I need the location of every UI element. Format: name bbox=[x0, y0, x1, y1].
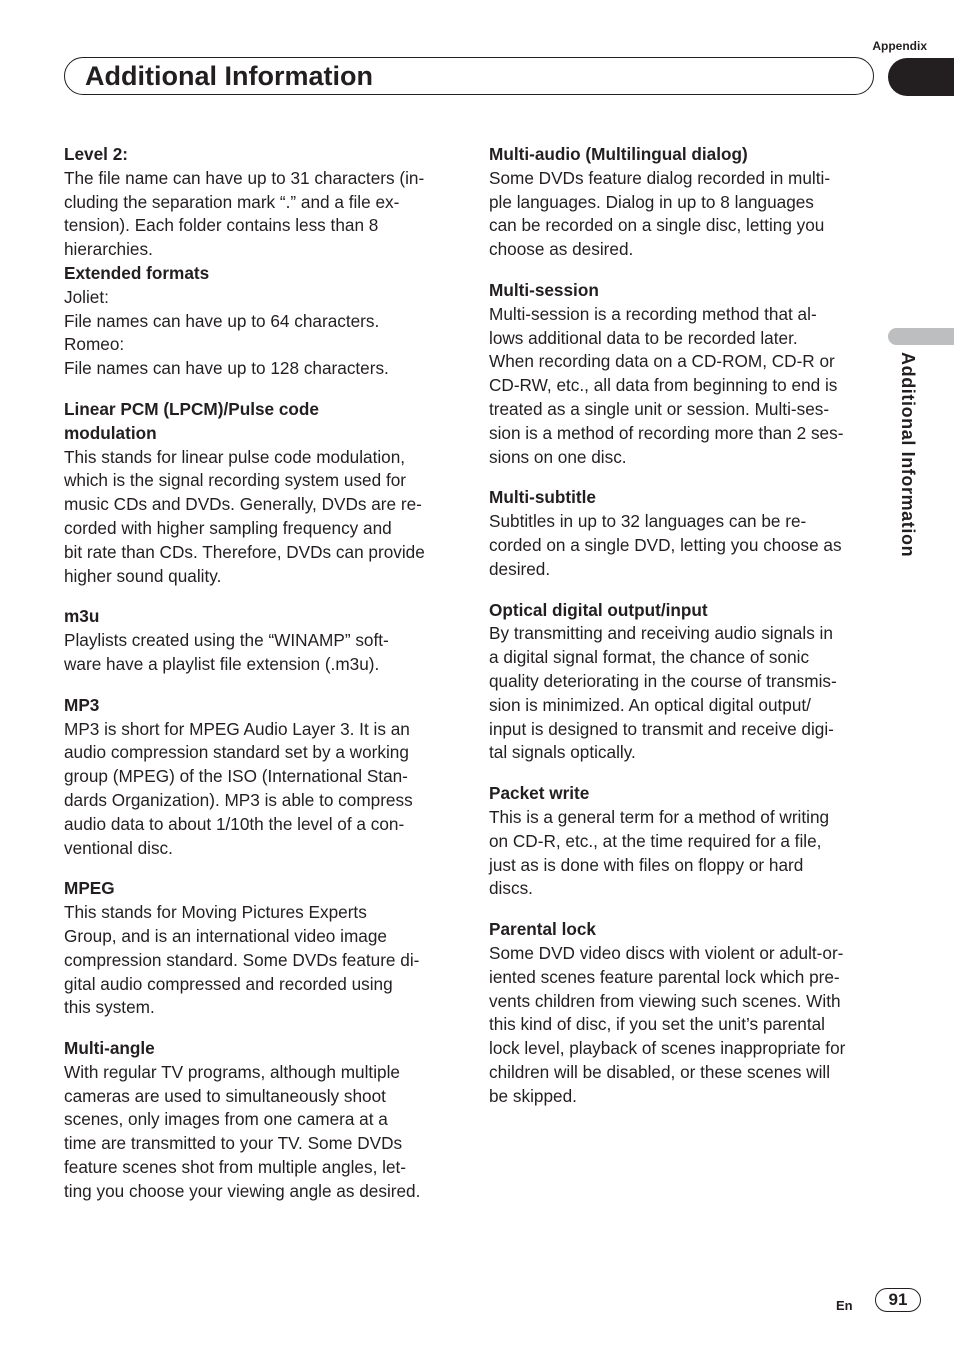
glossary-body: This stands for Moving Pictures Experts Group, and is an international video image compression standard. Some DVDs feature di- gital audio compressed and recorded using this system. bbox=[64, 902, 420, 1018]
glossary-body: This is a general term for a method of writing on CD-R, etc., at the time required for a file, just as is done with files on floppy or hard discs. bbox=[489, 806, 830, 899]
glossary-entry bbox=[489, 918, 881, 1108]
glossary-term: MPEG bbox=[64, 878, 115, 899]
glossary-term: Linear PCM (LPCM)/Pulse code modulation bbox=[64, 398, 319, 443]
glossary-term: Multi-subtitle bbox=[489, 487, 596, 508]
right-column bbox=[489, 143, 881, 1125]
glossary-term: m3u bbox=[64, 606, 100, 627]
glossary-body: Some DVDs feature dialog recorded in multi- ple languages. Dialog in up to 8 languages can be recorded on a single disc, letting you choose as desired. bbox=[489, 167, 831, 260]
glossary-entry bbox=[64, 262, 456, 381]
glossary-entry bbox=[489, 279, 881, 469]
side-section-label: Additional Information bbox=[898, 352, 918, 558]
glossary-term: MP3 bbox=[64, 694, 100, 715]
glossary-entry bbox=[64, 605, 456, 676]
glossary-body: This stands for linear pulse code modulation, which is the signal recording system used for music CDs and DVDs. Generally, DVDs are re- corded with higher sampling frequency and bit rate than CDs. Therefore, DVDs can provide higher sound quality. bbox=[64, 446, 425, 586]
glossary-body: Some DVD video discs with violent or adult-or- iented scenes feature parental lock which pre- vents children from viewing such scenes. With this kind of disc, if you set the unit’s parental lock level, playback of scenes inappropriate for children will be disabled, or these scenes will be skipped. bbox=[489, 942, 846, 1106]
glossary-entry bbox=[489, 486, 881, 581]
glossary-entry bbox=[64, 143, 456, 262]
glossary-entry bbox=[64, 877, 456, 1020]
glossary-body: MP3 is short for MPEG Audio Layer 3. It is an audio compression standard set by a working group (MPEG) of the ISO (International Stan- dards Organization). MP3 is able to compress audio data to about 1/10th the level of a con- ventional disc. bbox=[64, 718, 413, 858]
page-title: Additional Information bbox=[85, 61, 373, 91]
glossary-body: With regular TV programs, although multiple cameras are used to simultaneously shoot scenes, only images from one camera at a time are transmitted to your TV. Some DVDs feature scenes shot from multiple angles, let- ting you choose your viewing angle as desired. bbox=[64, 1061, 421, 1201]
glossary-term: Parental lock bbox=[489, 919, 596, 940]
section-tab-grey bbox=[888, 328, 954, 345]
glossary-term: Optical digital output/input bbox=[489, 599, 708, 620]
glossary-entry bbox=[64, 1037, 456, 1204]
glossary-body: Playlists created using the “WINAMP” soft- ware have a playlist file extension (.m3u). bbox=[64, 630, 389, 674]
glossary-entry bbox=[489, 782, 881, 901]
glossary-body: Joliet: File names can have up to 64 characters. Romeo: File names can have up to 128 characters. bbox=[64, 286, 389, 379]
glossary-term: Multi-audio (Multilingual dialog) bbox=[489, 144, 748, 164]
glossary-term: Level 2: bbox=[64, 144, 129, 164]
glossary-entry bbox=[64, 398, 456, 588]
glossary-entry bbox=[64, 694, 456, 861]
page-number: 91 bbox=[875, 1288, 921, 1312]
glossary-term: Multi-session bbox=[489, 279, 599, 300]
glossary-body: By transmitting and receiving audio signals in a digital signal format, the chance of sonic quality deteriorating in the course of transmis- sion is minimized. An optical digital output/ input is designed to transmit and receive digi- tal signals optically. bbox=[489, 623, 837, 763]
glossary-term: Multi-angle bbox=[64, 1038, 155, 1059]
glossary-term: Extended formats bbox=[64, 262, 210, 283]
section-tab-dark bbox=[888, 58, 954, 96]
glossary-entry bbox=[489, 599, 881, 766]
glossary-body: Subtitles in up to 32 languages can be re- corded on a single DVD, letting you choose as desired. bbox=[489, 511, 842, 579]
footer-language: En bbox=[836, 1298, 853, 1313]
glossary-body: The file name can have up to 31 characters (in- cluding the separation mark “.” and a file ex- tension). Each folder contains less than 8 hierarchies. bbox=[64, 167, 425, 260]
glossary-term: Packet write bbox=[489, 783, 590, 804]
left-column bbox=[64, 143, 456, 1221]
glossary-body: Multi-session is a recording method that al- lows additional data to be recorded later. When recording data on a CD-ROM, CD-R or CD-RW, etc., all data from beginning to end is treated as a single unit or session. Multi-ses- sion is a method of recording more than 2 ses- sions on one disc. bbox=[489, 303, 844, 467]
appendix-label: Appendix bbox=[872, 39, 927, 53]
glossary-entry bbox=[489, 143, 881, 262]
